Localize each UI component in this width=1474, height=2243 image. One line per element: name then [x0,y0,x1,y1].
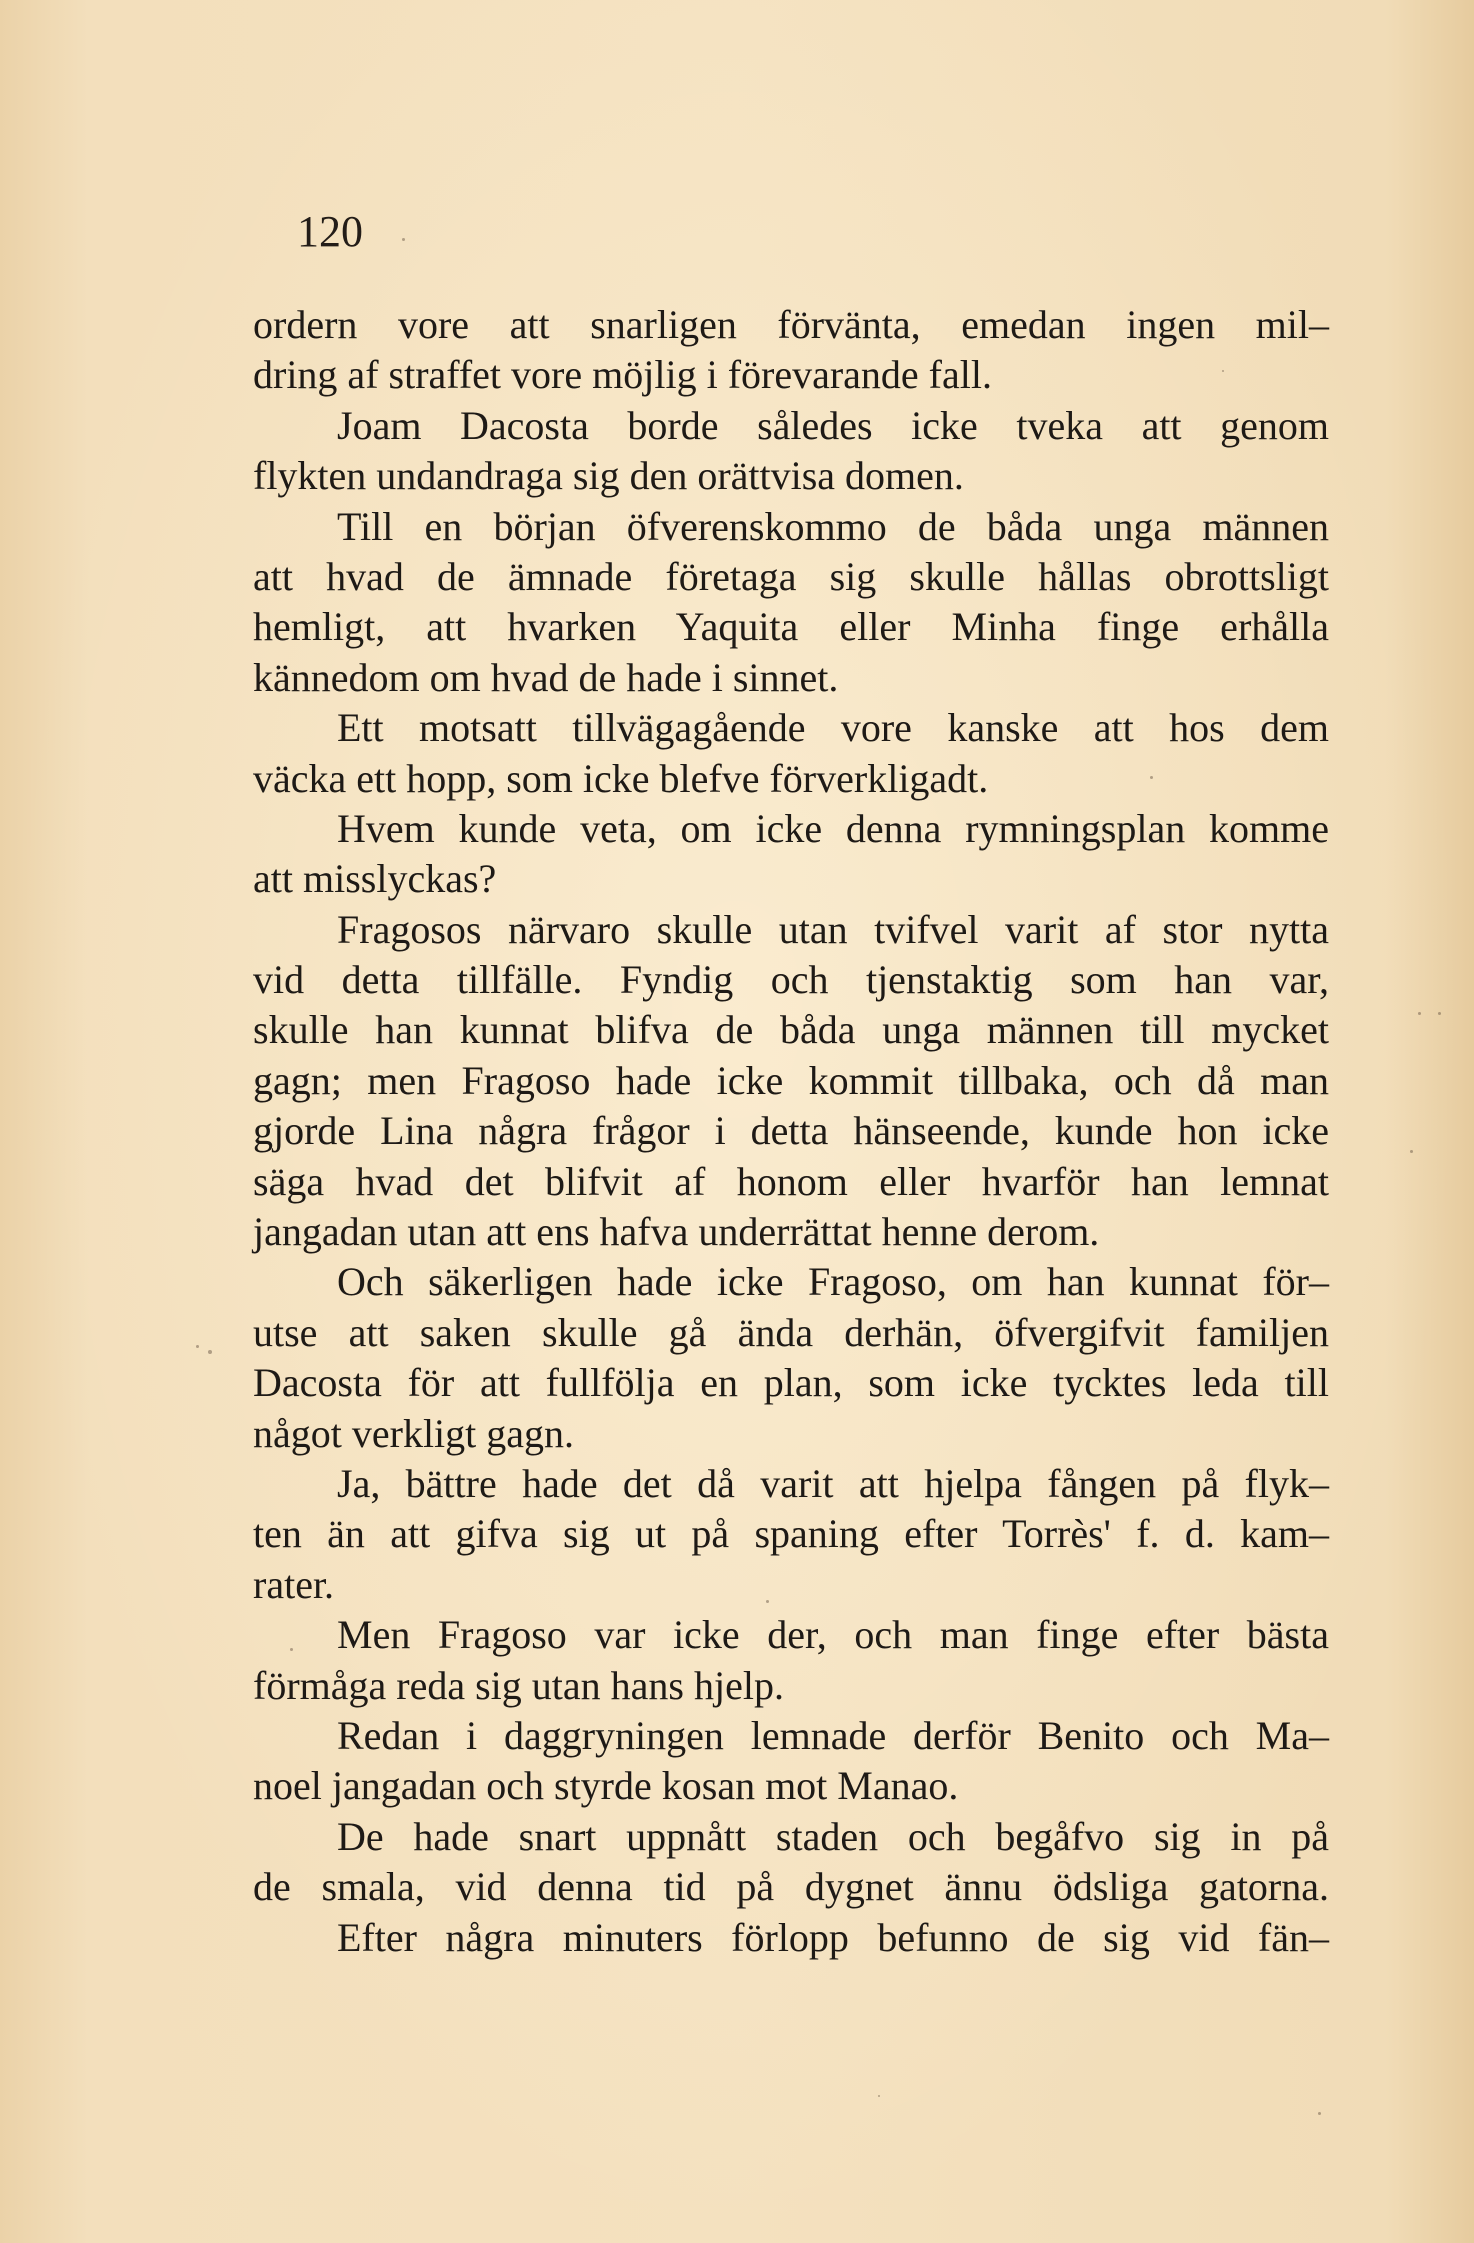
paper-speck [766,1600,769,1603]
text-line: gagn; men Fragoso hade icke kommit tillbaka, och då man [253,1057,1329,1103]
text-line: Men Fragoso var icke der, och man finge efter bästa [337,1612,1329,1658]
paper-speck [196,1345,199,1348]
text-line: att misslyckas? [253,856,497,902]
text-line: Ett motsatt tillvägagående vore kanske att hos dem [337,705,1329,751]
paper-speck [208,1350,212,1354]
paper-speck [402,238,405,241]
paper-speck [1438,1012,1441,1015]
text-line: Joam Dacosta borde således icke tveka att genom [337,402,1329,448]
text-line: De hade snart uppnått staden och begåfvo sig in på [337,1813,1329,1859]
text-line: ten än att gifva sig ut på spaning efter Torrès' f. d. kam– [253,1511,1329,1557]
paper-speck [1222,370,1224,372]
text-line: dring af straffet vore möjlig i förevarande fall. [253,352,992,398]
text-line: rater. [253,1561,335,1607]
paper-speck [1150,776,1153,779]
text-line: Hvem kunde veta, om icke denna rymningsplan komme [337,805,1329,851]
text-line: säga hvad det blifvit af honom eller hvarför han lemnat [253,1158,1329,1204]
text-line: att hvad de ämnade företaga sig skulle hållas obrottsligt [253,553,1329,599]
text-line: Till en början öfverenskommo de båda unga männen [337,503,1329,549]
text-line: jangadan utan att ens hafva underrättat henne derom. [253,1209,1100,1255]
paper-speck [290,1648,293,1651]
paper-speck [1318,2112,1321,2115]
text-line: Efter några minuters förlopp befunno de sig vid fän– [337,1914,1329,1960]
text-line: Fragosos närvaro skulle utan tvifvel varit af stor nytta [337,906,1329,952]
text-line: de smala, vid denna tid på dygnet ännu ödsliga gatorna. [253,1864,1329,1910]
text-line: gjorde Lina några frågor i detta hänseende, kunde hon icke [253,1108,1329,1154]
text-line: noel jangadan och styrde kosan mot Manao. [253,1763,959,1809]
text-line: väcka ett hopp, som icke blefve förverkligadt. [253,755,989,801]
text-line: utse att saken skulle gå ända derhän, öfvergifvit familjen [253,1309,1329,1355]
text-line: förmåga reda sig utan hans hjelp. [253,1662,784,1708]
paper-speck [878,2095,880,2097]
paper-speck [1410,1150,1413,1153]
page-number: 120 [297,207,363,256]
text-line: Ja, bättre hade det då varit att hjelpa fången på flyk– [337,1460,1329,1506]
text-line: Redan i daggryningen lemnade derför Benito och Ma– [337,1712,1329,1758]
text-line: Och säkerligen hade icke Fragoso, om han kunnat för– [337,1259,1329,1305]
text-line: skulle han kunnat blifva de båda unga männen till mycket [253,1007,1329,1053]
text-line: hemligt, att hvarken Yaquita eller Minha finge erhålla [253,604,1329,650]
paper-speck [1418,1012,1421,1015]
body-text [253,300,1329,1963]
text-line: Dacosta för att fullfölja en plan, som icke tycktes leda till [253,1360,1329,1406]
text-line: något verkligt gagn. [253,1410,575,1456]
text-line: ordern vore att snarligen förvänta, emedan ingen mil– [253,302,1329,347]
text-line: vid detta tillfälle. Fyndig och tjenstaktig som han var, [253,957,1329,1003]
text-line: flykten undandraga sig den orättvisa domen. [253,453,964,499]
text-line: kännedom om hvad de hade i sinnet. [253,654,839,700]
